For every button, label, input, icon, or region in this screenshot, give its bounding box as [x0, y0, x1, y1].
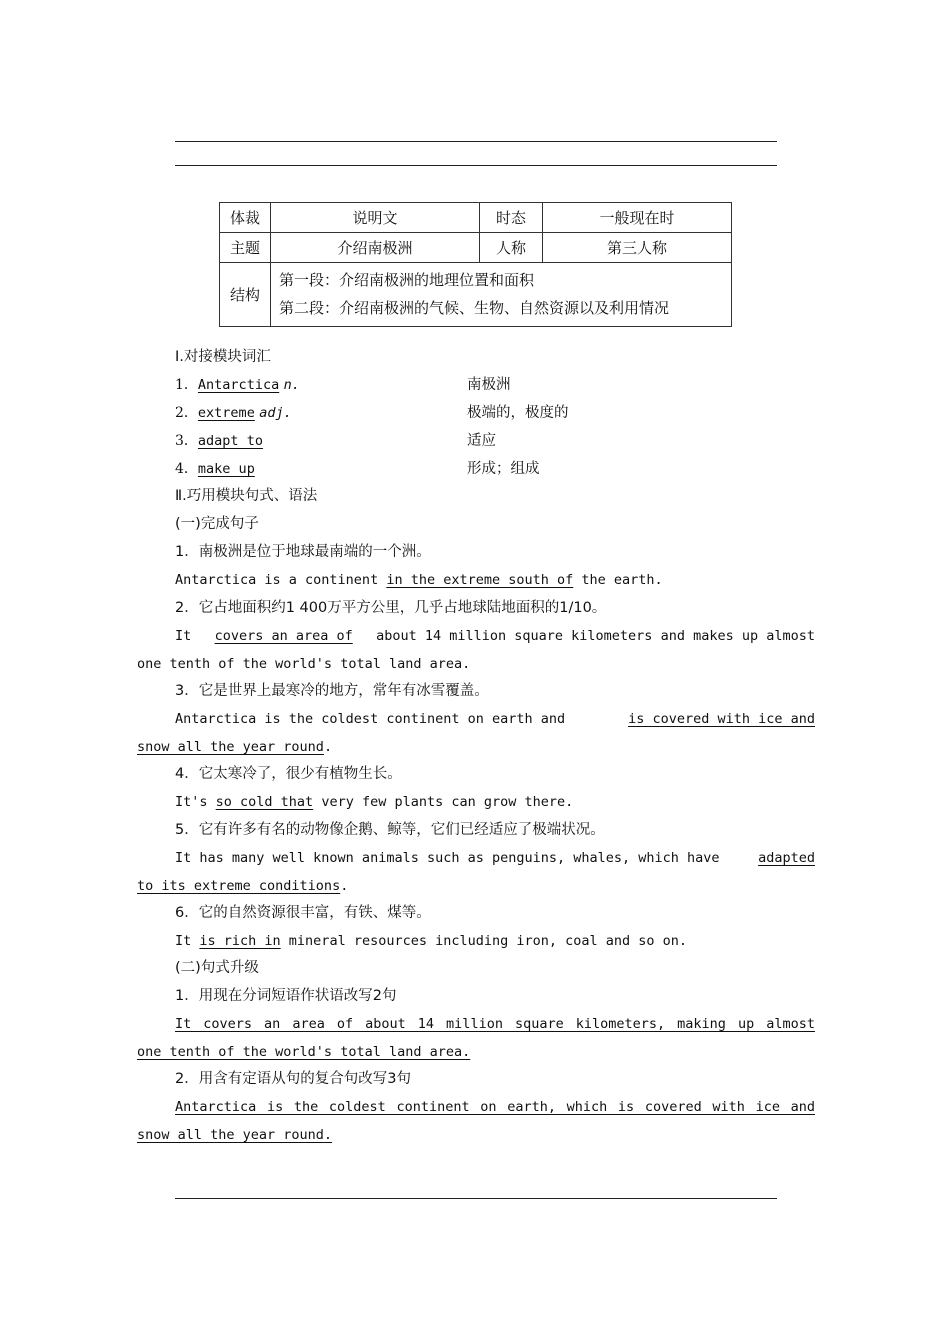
sentence-text: Antarctica is the coldest continent on earth and	[175, 711, 566, 727]
overview-table	[219, 202, 732, 327]
sentence-1-english	[175, 570, 663, 590]
vocab-meaning: 极端的，极度的	[467, 405, 569, 421]
vocab-term: extreme	[197, 405, 255, 421]
answer-blank: adapted	[758, 850, 815, 866]
sentence-2-english-line1	[175, 626, 815, 646]
sentence-1-chinese: 1．南极洲是位于地球最南端的一个洲。	[175, 544, 431, 560]
vocab-meaning: 形成；组成	[467, 461, 540, 477]
sentence-6-chinese: 6．它的自然资源很丰富，有铁、煤等。	[175, 905, 431, 921]
footer-rule	[175, 1198, 777, 1199]
sentence-3-english-line2	[137, 737, 332, 757]
sentence-text: It has many well known animals such as penguins, whales, which have	[175, 850, 720, 866]
theme-label: 主题	[220, 233, 271, 263]
structure-cell	[271, 263, 732, 327]
sentence-text: It's	[175, 794, 216, 810]
genre-value: 说明文	[271, 203, 480, 233]
sentence-5-english-line2	[137, 876, 348, 896]
sentence-text: It	[175, 628, 192, 644]
sentence-4-english	[175, 792, 573, 812]
sentence-text: It	[175, 933, 200, 949]
subsection-sentence-upgrade: (二)句式升级	[175, 960, 259, 976]
header-rule-bottom	[175, 165, 777, 166]
theme-value: 介绍南极洲	[271, 233, 480, 263]
sentence-3-chinese: 3．它是世界上最寒冷的地方，常年有冰雪覆盖。	[175, 683, 489, 699]
tense-value: 一般现在时	[543, 203, 732, 233]
vocab-pos: adj.	[259, 405, 292, 421]
sentence-text: Antarctica is a continent	[175, 572, 387, 588]
sentence-text: .	[340, 878, 349, 894]
sentence-text: about 14 million square kilometers and makes up almost	[376, 628, 815, 644]
table-row	[220, 203, 732, 233]
sentence-2-chinese: 2．它占地面积约1 400万平方公里，几乎占地球陆地面积的1/10。	[175, 600, 607, 616]
answer-blank: is rich in	[199, 933, 281, 949]
upgrade-2-answer-line1: Antarctica is the coldest continent on earth, which is covered with ice and	[175, 1099, 815, 1115]
structure-label: 结构	[220, 263, 271, 327]
answer-blank: to its extreme conditions	[137, 878, 341, 894]
vocab-number: 1．	[175, 377, 198, 393]
vocab-term: make up	[197, 461, 255, 477]
vocab-number: 2．	[175, 405, 198, 421]
vocab-number: 3．	[175, 433, 198, 449]
answer-blank: is covered with ice and	[628, 711, 815, 727]
vocab-number: 4．	[175, 461, 198, 477]
vocab-item	[175, 431, 263, 451]
sentence-text: the earth.	[573, 572, 663, 588]
vocab-pos: n.	[283, 377, 300, 393]
sentence-6-english	[175, 931, 687, 951]
sentence-4-chinese: 4．它太寒冷了，很少有植物生长。	[175, 766, 402, 782]
upgrade-1-instruction: 1．用现在分词短语作状语改写2句	[175, 988, 397, 1004]
upgrade-1-answer-line1: It covers an area of about 14 million square kilometers, making up almost	[175, 1016, 815, 1032]
section2-title: Ⅱ.巧用模块句式、语法	[175, 488, 318, 504]
answer-blank: so cold that	[215, 794, 314, 810]
sentence-text: mineral resources including iron, coal and so on.	[280, 933, 688, 949]
vocab-meaning: 适应	[467, 433, 496, 449]
person-label: 人称	[480, 233, 543, 263]
person-value: 第三人称	[543, 233, 732, 263]
table-row	[220, 233, 732, 263]
table-row	[220, 263, 732, 327]
subsection-complete-sentences: (一)完成句子	[175, 516, 259, 532]
sentence-text: very few plants can grow there.	[313, 794, 574, 810]
vocab-term: Antarctica	[197, 377, 280, 393]
section1-title: Ⅰ.对接模块词汇	[175, 349, 271, 365]
vocab-term: adapt to	[197, 433, 263, 449]
vocab-item	[175, 403, 292, 423]
genre-label: 体裁	[220, 203, 271, 233]
sentence-5-english-line1	[175, 848, 815, 868]
vocab-item	[175, 375, 300, 395]
upgrade-1-answer-line2: one tenth of the world's total land area.	[137, 1044, 471, 1060]
tense-label: 时态	[480, 203, 543, 233]
sentence-2-english-line2: one tenth of the world's total land area.	[137, 656, 471, 672]
vocab-meaning: 南极洲	[467, 377, 511, 393]
structure-paragraph-2: 第二段：介绍南极洲的气候、生物、自然资源以及利用情况	[279, 299, 670, 317]
header-rule-top	[175, 141, 777, 142]
answer-blank: snow all the year round	[137, 739, 324, 755]
upgrade-2-instruction: 2．用含有定语从句的复合句改写3句	[175, 1071, 411, 1087]
answer-blank: covers an area of	[214, 628, 353, 644]
structure-paragraph-1: 第一段：介绍南极洲的地理位置和面积	[279, 271, 535, 289]
sentence-5-chinese: 5．它有许多有名的动物像企鹅、鲸等，它们已经适应了极端状况。	[175, 822, 605, 838]
vocab-item	[175, 459, 255, 479]
sentence-text: .	[323, 739, 333, 755]
upgrade-2-answer-line2: snow all the year round.	[137, 1127, 333, 1143]
answer-blank: in the extreme south of	[386, 572, 574, 588]
sentence-3-english-line1	[175, 709, 815, 729]
